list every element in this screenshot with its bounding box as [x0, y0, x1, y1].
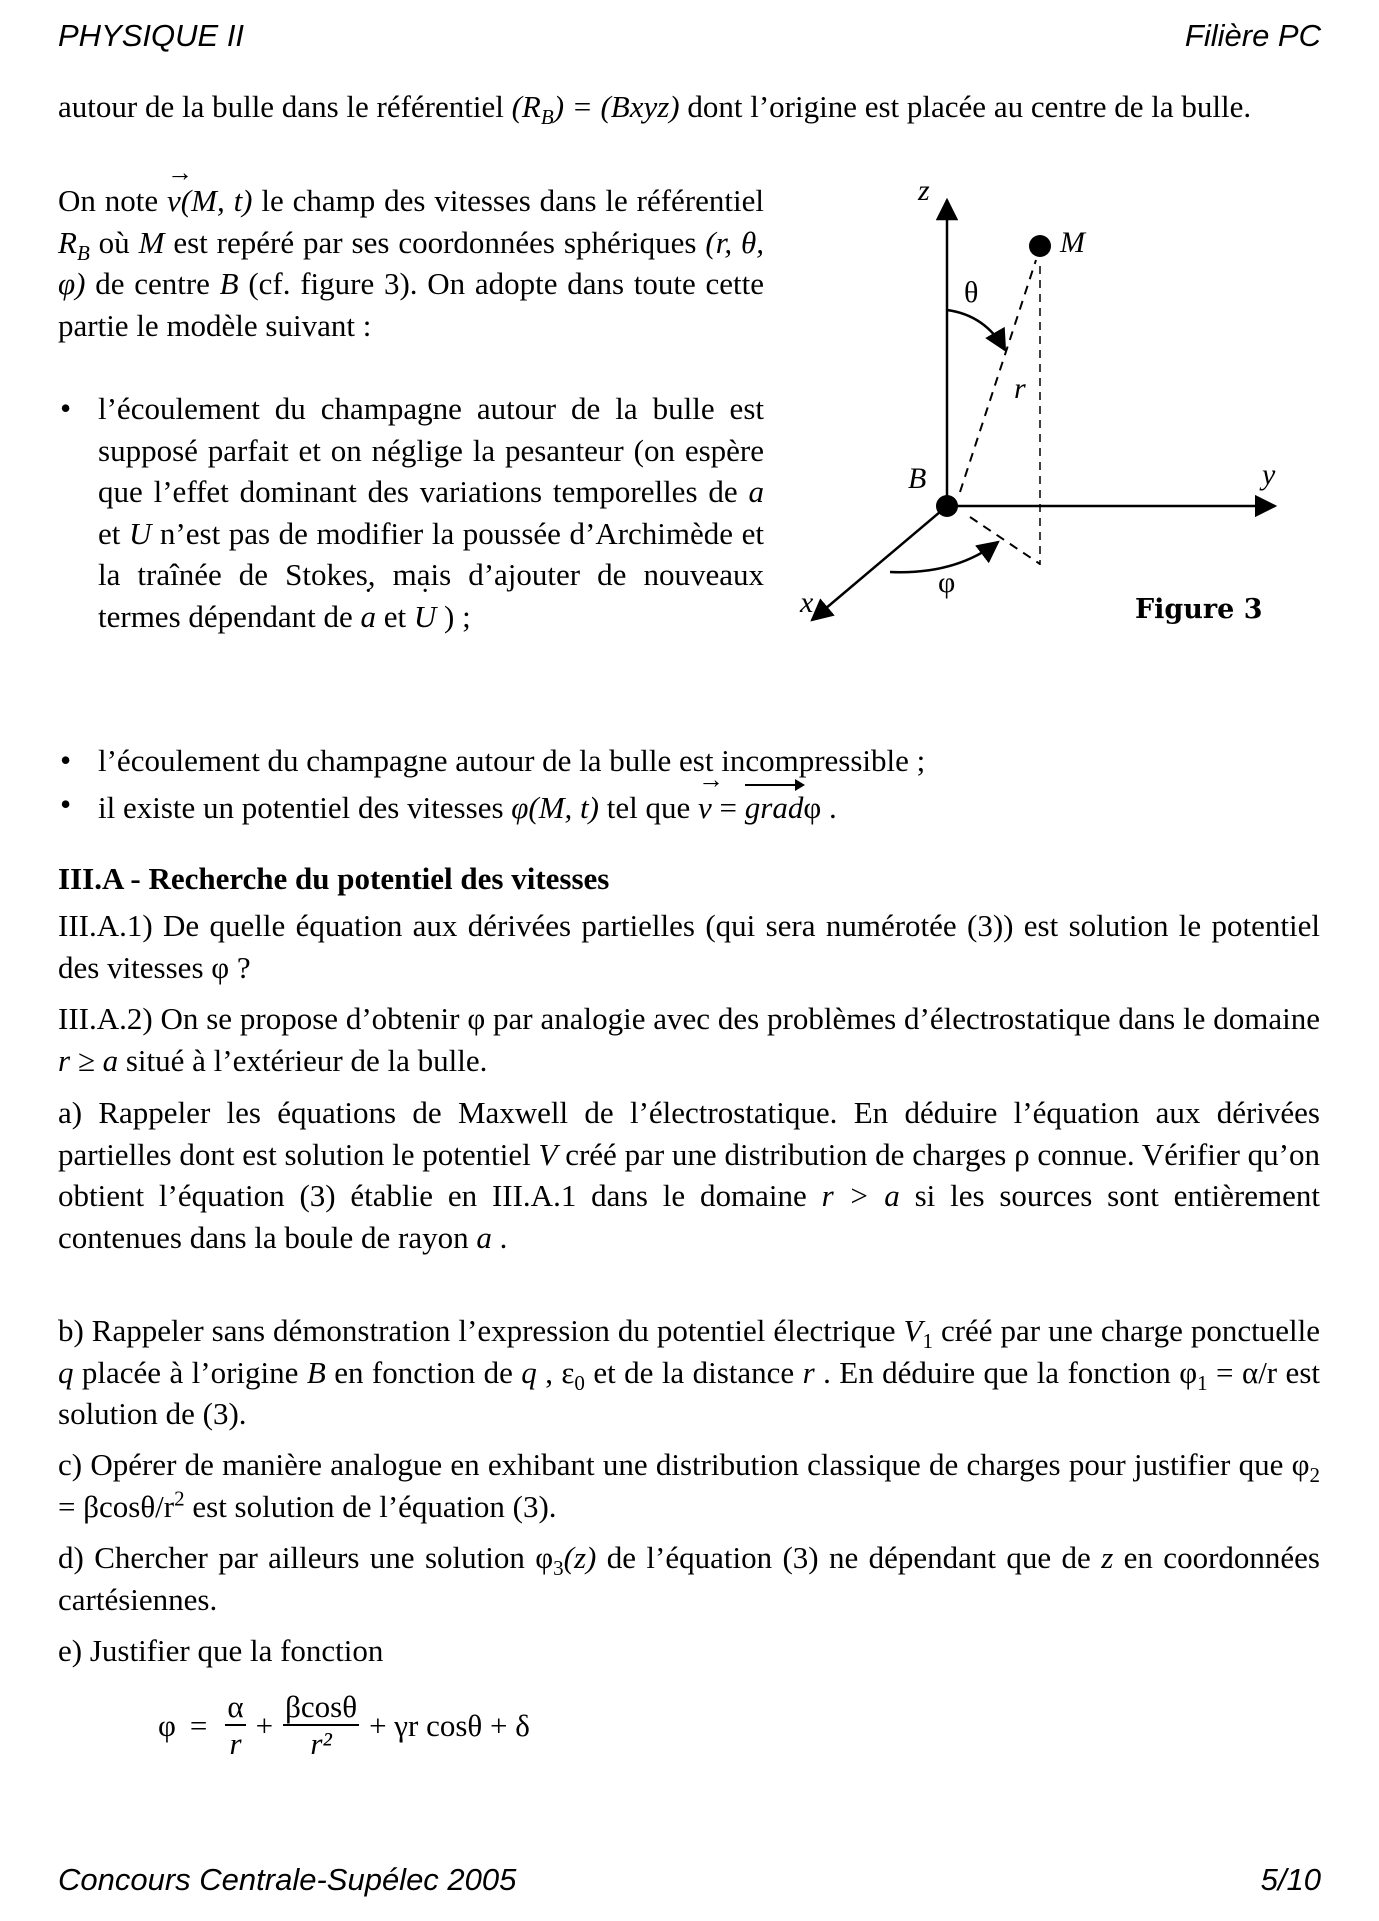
label-x: x	[800, 586, 814, 619]
point-B	[936, 495, 958, 517]
label-r: r	[1014, 372, 1026, 405]
question-e: e) Justifier que la fonction	[58, 1633, 384, 1668]
label-theta: θ	[964, 276, 979, 309]
label-y: y	[1262, 458, 1276, 491]
potential-formula: φ = $\frac{\alpha}{r}$ + $\frac{\beta\cos\theta}{\text{r²}}$ + γr cosθ + δ	[158, 1689, 530, 1761]
model-bullets-2-3	[58, 740, 1320, 828]
question-III-A-1: III.A.1) De quelle équation aux dérivées partielles (qui sera numérotée (3)) est solution le potentiel des vitesses φ ?	[58, 908, 1320, 985]
model-bullet-3: • il existe un potentiel des vitesses φ(M, t) tel que → v = gradφ .	[58, 784, 1320, 829]
grad-operator: grad	[745, 784, 804, 829]
header-track: Filière PC	[1184, 18, 1321, 53]
label-phi: φ	[938, 566, 956, 599]
intro-paragraph: autour de la bulle dans le référentiel $(R_B)$ = (Bxyz) dont l’origine est placée au centre de la bulle.	[58, 89, 1252, 130]
frame-definition: $(R_B)$ = (Bxyz)	[511, 89, 680, 130]
footer-exam: Concours Centrale-Supélec 2005	[58, 1862, 517, 1897]
label-M: M	[1060, 226, 1085, 259]
question-d: d) Chercher par ailleurs une solution $\varphi_3(z)$ de l’équation (3) ne dépendant que de z en coordonnées cartésiennes.	[58, 1540, 1320, 1617]
theta-arc	[947, 310, 1005, 350]
model-bullet-1: • l’écoulement du champagne autour de la bulle est supposé parfait et on néglige la pesanteur (on espère que l’effet dominant des variations temporelles de a et U n’est pas de modifier la poussée d’Archimède et la traînée de Stokes, mais d’ajouter de nouveaux termes dépendant de ˙ a et ˙ U ) ;	[58, 388, 764, 637]
page-header	[58, 18, 1321, 54]
question-b: b) Rappeler sans démonstration l’expression du potentiel électrique $V_1$ créé par une charge ponctuelle q placée à l’origine B en fonction de q , $\varepsilon_0$ et de la distance r . En déduire que la fonction $\varphi_1 = \alpha/r$ est solution de (3).	[58, 1313, 1320, 1431]
question-a: a) Rappeler les équations de Maxwell de l’électrostatique. En déduire l’équation aux dérivées partielles dont est solution le potentiel V créé par une distribution de charges ρ connue. Vérifier qu’on obtient l’équation (3) établie en III.A.1 dans le domaine r > a si les sources sont entièrement contenues dans la boule de rayon a .	[58, 1095, 1320, 1255]
label-z: z	[918, 174, 930, 207]
model-bullet-2: • l’écoulement du champagne autour de la bulle est incompressible ;	[58, 740, 1320, 782]
point-M	[1029, 235, 1051, 257]
section-title: III.A - Recherche du potentiel des vitesses	[58, 861, 610, 896]
page-footer	[58, 1862, 1321, 1898]
figure-caption: Figure 3	[1135, 594, 1263, 625]
question-III-A-2: III.A.2) On se propose d’obtenir φ par analogie avec des problèmes d’électrostatique dans le domaine r ≥ a situé à l’extérieur de la bulle.	[58, 1001, 1320, 1078]
footer-page-number: 5/10	[1260, 1862, 1321, 1897]
question-c: c) Opérer de manière analogue en exhibant une distribution classique de charges pour justifier que $\varphi_2 = \beta\cos\theta/r^2$ est solution de l’équation (3).	[58, 1447, 1320, 1524]
velocity-vector: → v	[167, 180, 181, 222]
x-axis	[812, 506, 947, 620]
label-B: B	[908, 462, 927, 495]
header-subject: PHYSIQUE II	[58, 18, 245, 53]
velocity-field-paragraph: On note → v(M, t) le champ des vitesses dans le référentiel $R_B$ où M est repéré par ses coordonnées sphériques (r, θ, φ) de centre B (cf. figure 3). On adopte dans toute cette partie le modèle suivant :	[58, 180, 764, 346]
